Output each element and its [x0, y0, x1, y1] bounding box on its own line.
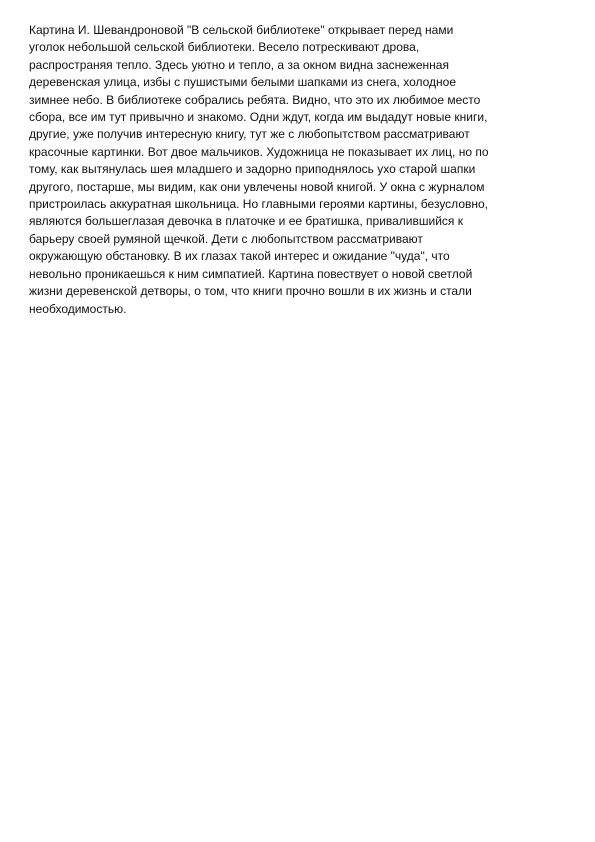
text-line: зимнее небо. В библиотеке собрались ребята. Видно, что это их любимое место	[29, 92, 481, 107]
text-line: Картина И. Шевандроновой "В сельской библиотеке" открывает перед нами	[29, 23, 454, 37]
text-line: другого, постарше, мы видим, как они увлечены новой книгой. У окна с журналом	[29, 179, 485, 194]
text-line: другие, уже получив интересную книгу, тут же с любопытством рассматривают	[29, 127, 470, 142]
text-line: окружающую обстановку. В их глазах такой интерес и ожидание "чуда", что	[29, 249, 450, 264]
text-line: являются большеглазая девочка в платочке и ее братишка, привалившийся к	[29, 214, 464, 229]
text-line: жизни деревенской детворы, о том, что книги прочно вошли в их жизнь и стали	[29, 284, 472, 299]
text-line: красочные картинки. Вот двое мальчиков. Художница не показывает их лиц, но по	[29, 144, 489, 159]
text-line: пристроилась аккуратная школьница. Но главными героями картины, безусловно,	[29, 197, 489, 212]
text-line: деревенская улица, избы с пушистыми белыми шапками из снега, холодное	[29, 75, 457, 90]
text-line: распространяя тепло. Здесь уютно и тепло, а за окном видна заснеженная	[29, 57, 449, 72]
text-line: сбора, все им тут привычно и знакомо. Одни ждут, когда им выдадут новые книги,	[29, 110, 488, 125]
text-line: тому, как вытянулась шея младшего и задорно приподнялось ухо старой шапки	[29, 162, 476, 177]
essay-paragraph	[29, 22, 564, 318]
text-line: невольно проникаешься к ним симпатией. Картина повествует о новой светлой	[29, 266, 473, 281]
text-line: барьеру своей румяной щечкой. Дети с любопытством рассматривают	[29, 231, 423, 246]
text-line: необходимостью.	[29, 301, 127, 316]
text-line: уголок небольшой сельской библиотеки. Весело потрескивают дрова,	[29, 40, 420, 55]
